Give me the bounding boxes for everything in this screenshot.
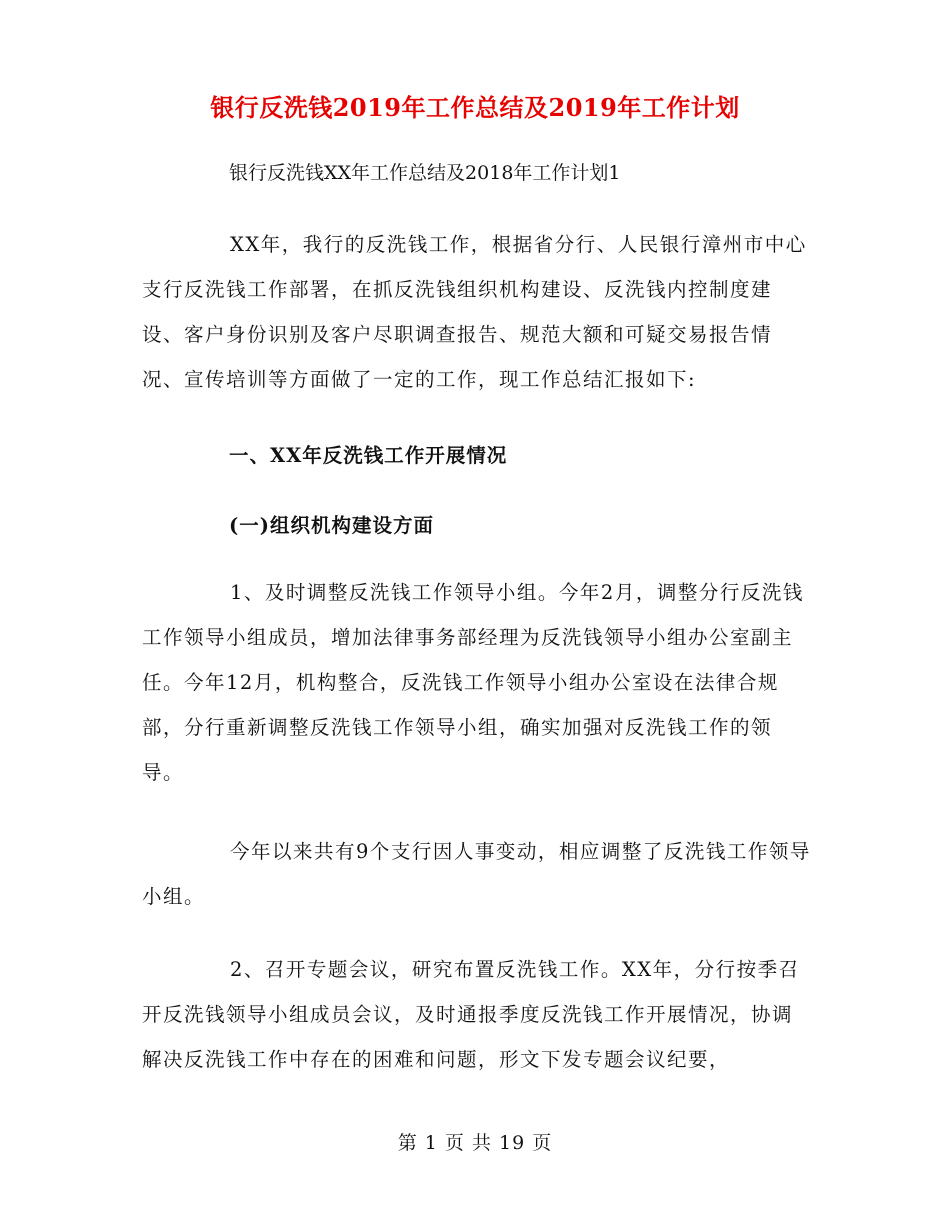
- document-title: 银行反洗钱2019年工作总结及2019年工作计划: [210, 93, 740, 122]
- page-number-footer: 第 1 页 共 19 页: [397, 1132, 553, 1154]
- subsection-heading: (一)组织机构建设方面: [229, 514, 434, 537]
- section-heading: 一、XX年反洗钱工作开展情况: [229, 444, 508, 467]
- document-subtitle: 银行反洗钱XX年工作总结及2018年工作计划1: [229, 162, 621, 184]
- item-2-paragraph: 2、召开专题会议，研究布置反洗钱工作。XX年，分行按季召开反洗钱领导小组成员会议，及时通报季度反洗钱工作开展情况，协调解决反洗钱工作中存在的困难和问题，形文下发专题会议纪要，: [142, 958, 800, 1071]
- intro-paragraph: XX年，我行的反洗钱工作，根据省分行、人民银行漳州市中心支行反洗钱工作部署，在抓反洗钱组织机构建设、反洗钱内控制度建设、客户身份识别及客户尽职调查报告、规范大额和可疑交易报告情况、宣传培训等方面做了一定的工作，现工作总结汇报如下:: [142, 233, 807, 391]
- item-1-note-paragraph: 今年以来共有9个支行因人事变动，相应调整了反洗钱工作领导小组。: [142, 840, 811, 908]
- item-1-paragraph: 1、及时调整反洗钱工作领导小组。今年2月，调整分行反洗钱工作领导小组成员，增加法律事务部经理为反洗钱领导小组办公室副主任。今年12月，机构整合，反洗钱工作领导小组办公室设在法律合规部，分行重新调整反洗钱工作领导小组，确实加强对反洗钱工作的领导。: [142, 581, 804, 784]
